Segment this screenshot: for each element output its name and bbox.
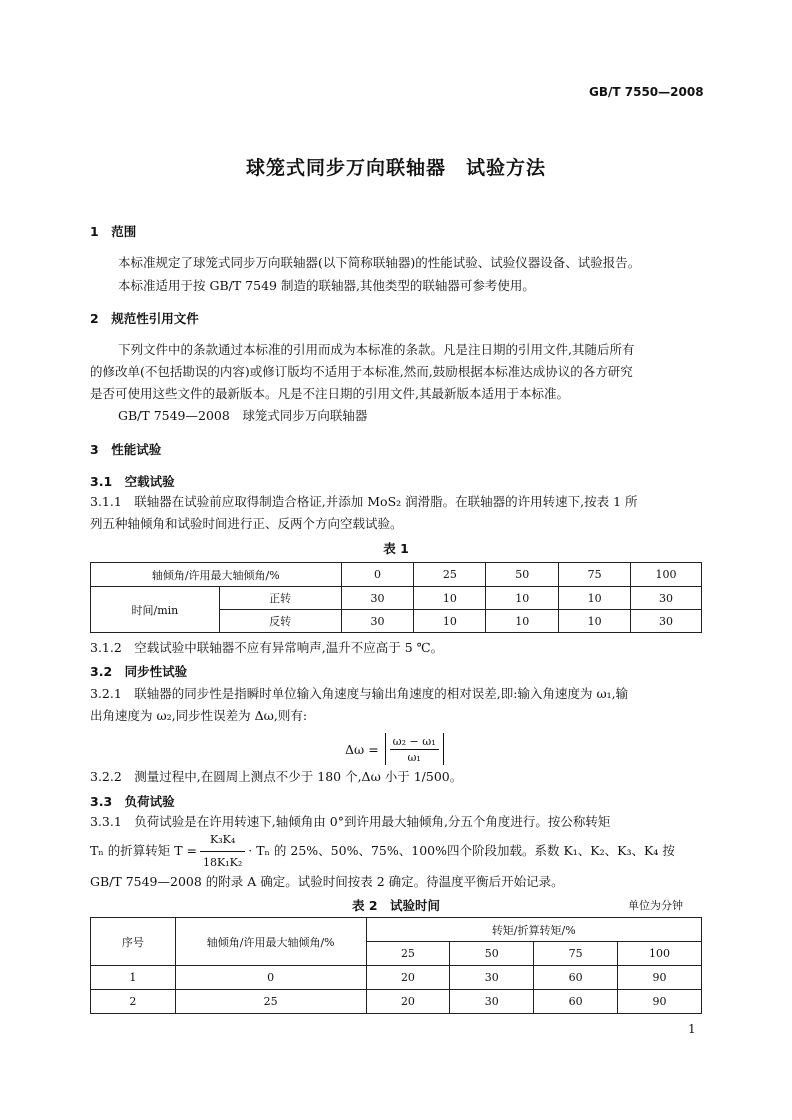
table-cell: 90 [618, 990, 702, 1014]
table-cell: 75 [559, 563, 631, 587]
table-2-col-seq: 序号 [91, 918, 176, 966]
table-1-head-label: 轴倾角/许用最大轴倾角/% [91, 563, 342, 587]
table-cell: 60 [534, 990, 618, 1014]
clause-3-1-1-line-2: 列五种轴倾角和试验时间进行正、反两个方向空载试验。 [90, 516, 403, 531]
clause-3-1-1-line-1: 3.1.1 联轴器在试验前应取得制造合格证,并添加 MoS₂ 润滑脂。在联轴器的许用转速下,按表 1 所 [90, 494, 638, 509]
torque-denominator: 18K₁K₂ [202, 855, 243, 869]
section-3-3-heading: 3.3 负荷试验 [90, 794, 175, 809]
table-cell: 30 [631, 587, 702, 610]
table-cell: 10 [414, 610, 486, 633]
clause-3-1-2: 3.1.2 空载试验中联轴器不应有异常响声,温升不应高于 5 ℃。 [90, 640, 444, 655]
formula-fraction [390, 735, 439, 764]
table-cell: 10 [559, 587, 631, 610]
normative-reference: GB/T 7549—2008 球笼式同步万向联轴器 [118, 408, 368, 423]
clause-3-2-1-line-1: 3.2.1 联轴器的同步性是指瞬时单位输入角速度与输出角速度的相对误差,即:输入角速度为 ω₁,输 [90, 686, 629, 701]
table-1-caption: 表 1 [383, 541, 409, 556]
section-3-1-heading: 3.1 空载试验 [90, 474, 175, 489]
section-1-para-1: 本标准规定了球笼式同步万向联轴器(以下简称联轴器)的性能试验、试验仪器设备、试验报告。 [118, 255, 641, 270]
table-cell: 10 [559, 610, 631, 633]
table-cell: 10 [414, 587, 486, 610]
table-row [91, 587, 702, 610]
torque-text-b: · Tₙ 的 25%、50%、75%、100%四个阶段加载。系数 K₁、K₂、K₃、K₄ 按 [248, 843, 675, 858]
table-cell: 30 [450, 966, 534, 990]
clause-3-2-1-line-2: 出角速度为 ω₂,同步性误差为 Δω,则有: [90, 708, 308, 723]
section-1-para-2: 本标准适用于按 GB/T 7549 制造的联轴器,其他类型的联轴器可参考使用。 [118, 278, 535, 293]
table-cell: 2 [91, 990, 176, 1014]
table-row [91, 990, 702, 1014]
absolute-value-bars [385, 733, 444, 765]
clause-3-3-1-line-1: 3.3.1 负荷试验是在许用转速下,轴倾角由 0°到许用最大轴倾角,分五个角度进行。按公称转矩 [90, 814, 611, 829]
table-row [91, 966, 702, 990]
section-2-heading: 2 规范性引用文件 [90, 311, 199, 326]
table-cell: 0 [175, 966, 366, 990]
section-3-heading: 3 性能试验 [90, 442, 162, 457]
synchronism-formula [345, 732, 444, 766]
table-cell: 30 [341, 587, 414, 610]
table-cell: 25 [414, 563, 486, 587]
table-cell: 20 [366, 966, 450, 990]
table-cell: 90 [618, 966, 702, 990]
table-cell: 30 [631, 610, 702, 633]
table-cell: 20 [366, 990, 450, 1014]
table-cell: 25 [366, 942, 450, 966]
table-cell: 100 [618, 942, 702, 966]
section-2-para-line-1: 下列文件中的条款通过本标准的引用而成为本标准的条款。凡是注日期的引用文件,其随后所有 [118, 342, 635, 357]
table-2-caption: 表 2 试验时间 [351, 898, 441, 913]
table-cell: 25 [175, 990, 366, 1014]
table-cell: 30 [450, 990, 534, 1014]
table-1-row-group: 时间/min [91, 587, 220, 633]
table-cell: 0 [341, 563, 414, 587]
table-2-col-angle: 轴倾角/许用最大轴倾角/% [175, 918, 366, 966]
table-2-col-torque: 转矩/折算转矩/% [366, 918, 701, 942]
table-2 [90, 917, 702, 1014]
formula-numerator: ω₂ − ω₁ [390, 735, 439, 750]
standard-code: GB/T 7550—2008 [589, 85, 704, 99]
table-cell: 10 [486, 587, 559, 610]
formula-denominator: ω₁ [407, 750, 421, 764]
table-cell: 反转 [219, 610, 341, 633]
torque-text-a: Tₙ 的折算转矩 T = [90, 843, 197, 858]
page-number: 1 [688, 1022, 696, 1036]
table-cell: 50 [450, 942, 534, 966]
table-cell: 1 [91, 966, 176, 990]
section-2-para-line-2: 的修改单(不包括勘误的内容)或修订版均不适用于本标准,然而,鼓励根据本标准达成协议的各方研究 [90, 364, 633, 379]
clause-3-2-2: 3.2.2 测量过程中,在圆周上测点不少于 180 个,Δω 小于 1/500。 [90, 769, 463, 784]
section-3-2-heading: 3.2 同步性试验 [90, 664, 188, 679]
table-cell: 60 [534, 966, 618, 990]
table-cell: 正转 [219, 587, 341, 610]
torque-fraction [200, 830, 245, 873]
table-cell: 75 [534, 942, 618, 966]
document-title: 球笼式同步万向联轴器 试验方法 [245, 157, 546, 179]
section-2-para-line-3: 是否可使用这些文件的最新版本。凡是不注日期的引用文件,其最新版本适用于本标准。 [90, 386, 569, 401]
clause-3-3-1-line-2 [90, 832, 675, 869]
section-1-heading: 1 范围 [90, 224, 137, 239]
table-cell: 100 [631, 563, 702, 587]
clause-3-3-1-line-3: GB/T 7549—2008 的附录 A 确定。试验时间按表 2 确定。待温度平衡后开始记录。 [90, 874, 564, 889]
table-cell: 10 [486, 610, 559, 633]
table-2-unit: 单位为分钟 [628, 899, 683, 912]
table-cell: 30 [341, 610, 414, 633]
formula-lhs: Δω = [345, 741, 379, 757]
table-cell: 50 [486, 563, 559, 587]
torque-numerator: K₃K₄ [200, 830, 245, 852]
table-1 [90, 562, 702, 633]
